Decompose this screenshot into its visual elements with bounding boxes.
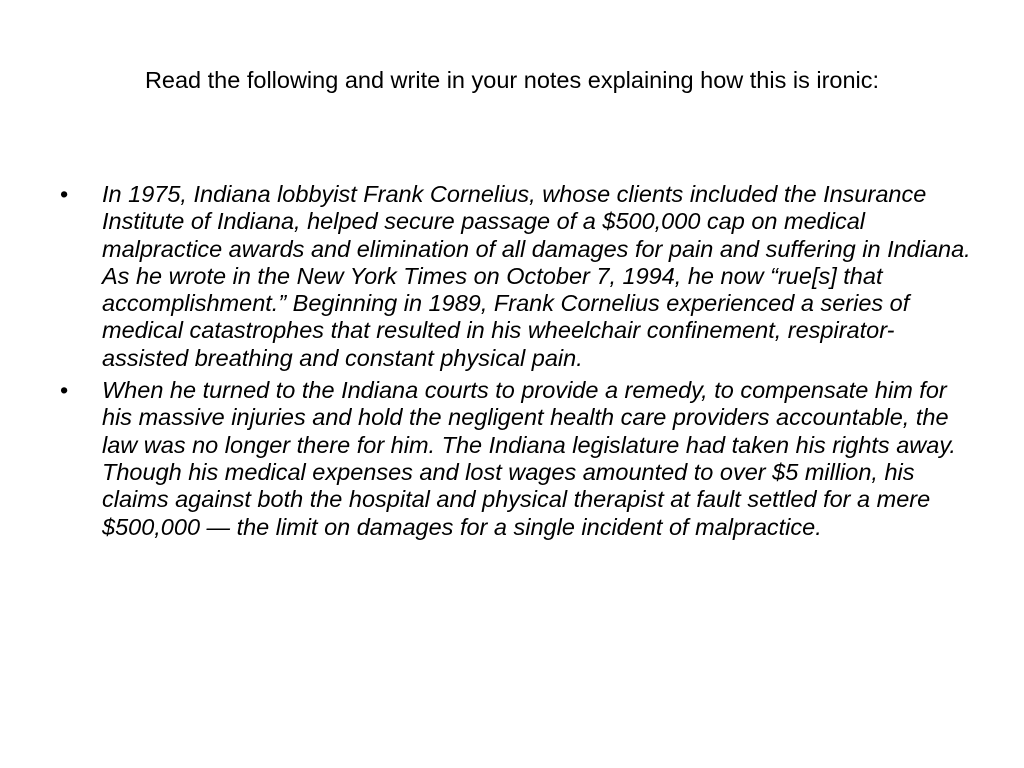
- bullet-icon: •: [60, 181, 69, 207]
- bullet-text-1: In 1975, Indiana lobbyist Frank Cornelius, whose clients included the Insurance Institute of Indiana, helped secure passage of a $500,000 cap on medical malpractice awards and elimination of all damages for pain and suffering in Indiana. As he wrote in the New York Times on October 7, 1994, he now “rue[s] that accomplishment.” Beginning in 1989, Frank Cornelius experienced a series of medical catastrophes that resulted in his wheelchair confinement, respirator-assisted breathing and constant physical pain.: [102, 181, 971, 371]
- bullet-item-2: [58, 377, 978, 541]
- bullet-icon: •: [60, 377, 69, 404]
- bullet-list: [58, 181, 978, 546]
- slide-title: Read the following and write in your notes explaining how this is ironic:: [144, 67, 880, 93]
- bullet-item-1: [58, 181, 978, 372]
- bullet-text-2: When he turned to the Indiana courts to provide a remedy, to compensate him for his massive injuries and hold the negligent health care providers accountable, the law was no longer there for him. The Indiana legislature had taken his rights away. Though his medical expenses and lost wages amounted to over $5 million, his claims against both the hospital and physical therapist at fault settled for a mere $500,000 — the limit on damages for a single incident of malpractice.: [102, 377, 956, 540]
